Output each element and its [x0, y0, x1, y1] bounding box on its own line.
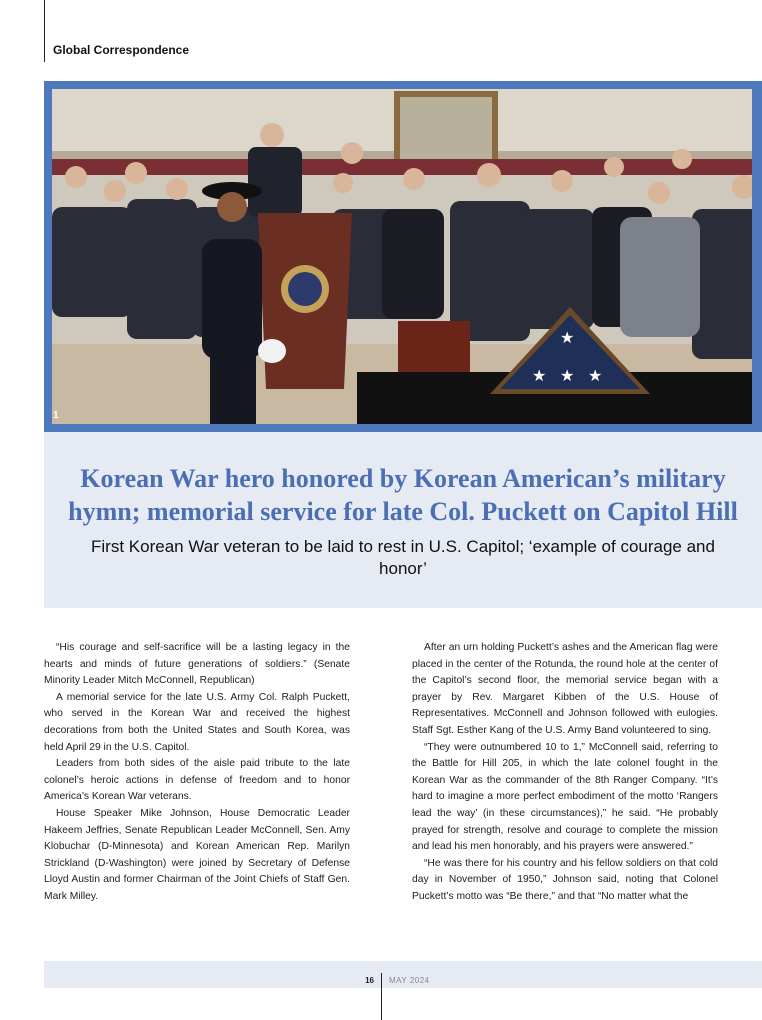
svg-text:★: ★ [560, 366, 575, 385]
paragraph: “He was there for his country and his fellow soldiers on that cold day in November of 1950,” Johnson said, noting that Colonel Puckett’s motto was “Be there,” and that “No matter what the [412, 857, 718, 902]
paragraph: “They were outnumbered 10 to 1,” McConnell said, referring to the Battle for Hill 205, in which the late colonel fought in the Korean War as the commander of the 8th Ranger Company. “It’s hard to imagine a more perfect embodiment of the motto ‘Rangers lead the way’ (in these circumstances),” he said. “He probably prayed for strength, resolve and courage to complete the mission and lead his men honorably, and his prayers were answered.” [412, 741, 718, 853]
issue-date: MAY 2024 [389, 976, 430, 985]
memorial-service-photo [52, 89, 762, 424]
photo-number: 1 [53, 410, 59, 421]
section-label: Global Correspondence [53, 43, 190, 57]
photo-frame [44, 81, 762, 432]
paragraph: A memorial service for the late U.S. Army Col. Ralph Puckett, who served in the Korean War and received the highest decorations from both the United States and South Korea, was held April 29 in the U.S. Capitol. [44, 691, 350, 753]
paragraph: House Speaker Mike Johnson, House Democratic Leader Hakeem Jeffries, Senate Republican Leader McConnell, Sen. Amy Klobuchar (D-Minnesota) and Korean American Rep. Marilyn Strickland (D-Washington) were joined by Secretary of Defense Lloyd Austin and former Chairman of the Joint Chiefs of Staff Gen. Mark Milley. [44, 807, 350, 902]
top-vertical-rule [44, 0, 45, 62]
headline-panel [44, 432, 762, 608]
page-number: 16 [365, 976, 374, 985]
article-headline: Korean War hero honored by Korean American’s military hymn; memorial service for late Col. Puckett on Capitol Hill [68, 464, 738, 526]
paragraph: Leaders from both sides of the aisle paid tribute to the late colonel’s heroic actions in defense of freedom and to honor America’s Korean War veterans. [44, 758, 350, 803]
footer-vertical-rule [381, 973, 382, 1020]
svg-text:★: ★ [560, 328, 575, 347]
right-column [412, 640, 718, 906]
paragraph: “His courage and self-sacrifice will be a lasting legacy in the hearts and minds of future generations of soldiers.” (Senate Minority Leader Mitch McConnell, Republican) [44, 642, 350, 687]
left-column [44, 640, 350, 906]
paragraph: After an urn holding Puckett’s ashes and the American flag were placed in the center of the Rotunda, the round hole at the center of the Capitol’s second floor, the memorial service began with a prayer by Rev. Margaret Kibben of the U.S. House of Representatives. McConnell and Johnson followed with eulogies. Staff Sgt. Esther Kang of the U.S. Army Band volunteered to sing. [412, 642, 718, 736]
article-subheadline: First Korean War veteran to be laid to rest in U.S. Capitol; ‘example of courage and honor’ [91, 537, 715, 578]
svg-text:★: ★ [532, 366, 547, 385]
svg-text:★: ★ [588, 366, 603, 385]
